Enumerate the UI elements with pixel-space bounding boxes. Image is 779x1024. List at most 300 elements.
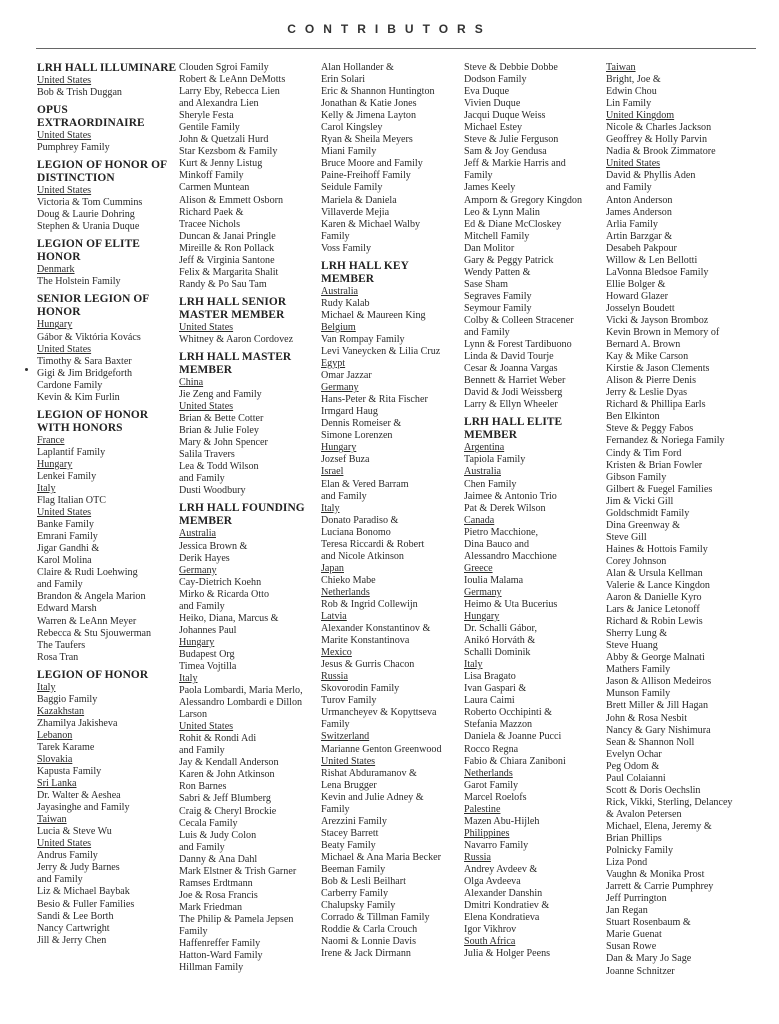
contributor-name: Seymour Family [464, 302, 532, 314]
category-heading: MEMBER [464, 429, 518, 442]
contributors-column-5 [606, 62, 756, 978]
contributor-name: Gábor & Viktória Kovács [37, 331, 141, 343]
contributor-name: Beaty Family [321, 839, 376, 851]
contributor-name: The Holstein Family [37, 276, 121, 288]
contributor-name: and Family [37, 579, 83, 591]
contributor-name: Jacqui Duque Weiss [464, 110, 546, 122]
contributor-name: Jaimee & Antonio Trio [464, 490, 557, 502]
country-label: Russia [321, 671, 348, 683]
contributor-name: Lenkei Family [37, 470, 97, 482]
contributor-name: Richard & Robin Lewis [606, 616, 703, 628]
contributor-name: Lisa Bragato [464, 671, 516, 683]
contributor-name: Bernard A. Brown [606, 339, 681, 351]
contributor-name: Aaron & Danielle Kyro [606, 592, 702, 604]
contributor-name: Marcel Roelofs [464, 791, 527, 803]
country-label: Japan [321, 562, 344, 574]
contributor-name: Cecala Family [179, 817, 238, 829]
contributor-name: Ed & Diane McCloskey [464, 218, 562, 230]
contributor-name: & Avalon Petersen [606, 808, 682, 820]
contributor-name: Carmen Muntean [179, 182, 250, 194]
contributor-name: Anton Anderson [606, 194, 673, 206]
country-label: Netherlands [464, 767, 513, 779]
country-label: Australia [179, 528, 216, 540]
contributor-name: Jayasinghe and Family [37, 802, 130, 814]
country-label: United States [37, 75, 92, 86]
category-heading: LEGION OF HONOR [37, 668, 149, 681]
contributor-name: Naomi & Lonnie Davis [321, 936, 417, 948]
contributor-name: Marite Konstantinova [321, 635, 410, 647]
contributor-name: Gilbert & Fuegel Families [606, 483, 713, 495]
country-label: Hungary [37, 458, 73, 470]
contributor-name: Stacey Barrett [321, 827, 379, 839]
contributor-name: Dr. Walter & Aeshea [37, 790, 121, 802]
country-label: United States [179, 401, 234, 413]
contributor-name: Andrus Family [37, 850, 98, 862]
contributor-name: Dmitri Kondratiev & [464, 900, 550, 912]
contributor-name: Sheryle Festa [179, 110, 234, 122]
contributor-name: James Anderson [606, 206, 672, 218]
contributor-name: Stefania Mazzon [464, 719, 533, 731]
contributors-column-4 [464, 62, 604, 960]
country-label: Germany [464, 586, 502, 598]
contributor-name: Joanne Schnitzer [606, 965, 675, 977]
contributor-name: Corrado & Tillman Family [321, 912, 430, 924]
contributor-name: Colby & Colleen Stracener [464, 314, 574, 326]
contributor-name: Carol Kingsley [321, 122, 383, 134]
contributor-name: Roddie & Carla Crouch [321, 924, 418, 936]
contributor-name: Simone Lorenzen [321, 430, 393, 442]
category-heading: LEGION OF ELITE [37, 238, 140, 251]
contributor-name: Ramses Erdtmann [179, 877, 253, 889]
country-label: Latvia [321, 611, 347, 623]
contributor-name: Rob & Ingrid Collewijn [321, 598, 418, 610]
contributor-name: Bruce Moore and Family [321, 158, 423, 170]
contributor-name: Jozsef Buza [321, 454, 370, 466]
country-label: Denmark [37, 264, 75, 276]
contributor-name: Sase Sham [464, 278, 509, 290]
contributor-name: Steve & Peggy Fabos [606, 423, 694, 435]
contributor-name: Brett Miller & Jill Hagan [606, 700, 709, 712]
contributor-name: Lynn & Forest Tardibuono [464, 339, 572, 351]
contributor-name: Alexander Konstantinov & [321, 623, 431, 635]
contributor-name: Daniela & Joanne Pucci [464, 731, 562, 743]
country-label: Palestine [464, 803, 501, 815]
contributor-name: Flag Italian OTC [37, 495, 106, 507]
contributor-name: Lin Family [606, 98, 652, 110]
contributor-name: Bright, Joe & [606, 74, 661, 86]
country-label: Canada [464, 514, 495, 526]
contributor-name: Brian Phillips [606, 833, 662, 844]
contributor-name: Claire & Rudi Loehwing [37, 567, 138, 579]
contributor-name: Laplantif Family [37, 446, 106, 458]
contributor-name: Paola Lombardi, Maria Merlo, [179, 685, 303, 697]
contributor-name: Jessica Brown & [179, 540, 248, 552]
contributor-name: Clouden Sgroi Family [179, 62, 269, 73]
contributor-name: Artin Barzgar & [606, 230, 673, 242]
contributor-name: Danny & Ana Dahl [179, 853, 258, 865]
contributor-name: Howard Glazer [606, 290, 668, 302]
country-label: United States [179, 321, 234, 333]
contributor-name: Arezzini Family [321, 815, 387, 827]
contributor-name: Jie Zeng and Family [179, 389, 262, 401]
contributor-name: Kevin & Kim Furlin [37, 391, 120, 403]
country-label: France [37, 434, 65, 446]
contributor-name: Dan Molitor [464, 242, 515, 254]
contributor-name: Zhamilya Jakisheva [37, 717, 118, 729]
contributor-name: Kay & Mike Carson [606, 351, 689, 363]
contributor-name: Dodson Family [464, 74, 527, 86]
contributor-name: Skovorodin Family [321, 683, 400, 695]
contributor-name: and Family [179, 600, 225, 612]
contributor-name: Amporn & Gregory Kingdon [464, 194, 583, 206]
contributor-name: Mitchell Family [464, 230, 530, 242]
country-label: Belgium [321, 321, 356, 333]
contributor-name: Mirko & Ricarda Otto [179, 588, 269, 600]
contributor-name: Cesar & Joanna Vargas [464, 363, 558, 375]
contributor-name: Michael Estey [464, 122, 523, 134]
country-label: Italy [37, 681, 56, 693]
contributor-name: Family [321, 230, 350, 242]
contributor-name: Timea Vojtilla [179, 660, 237, 672]
contributor-name: Teresa Riccardi & Robert [321, 538, 425, 550]
contributor-name: Jan Regan [606, 905, 648, 917]
contributor-name: Corey Johnson [606, 555, 667, 567]
contributor-name: Gigi & Jim Bridgeforth [37, 367, 133, 379]
contributor-name: Kurt & Jenny Listug [179, 158, 263, 170]
contributor-name: Turov Family [321, 695, 377, 707]
country-label: Italy [37, 482, 56, 494]
contributor-name: Abby & George Malnati [606, 652, 705, 664]
contributor-name: Alan & Ursula Kellman [606, 567, 703, 579]
contributor-name: Mireille & Ron Pollack [179, 242, 275, 254]
contributor-name: Stuart Rosenbaum & [606, 917, 691, 929]
contributor-name: Chalupsky Family [321, 900, 396, 912]
country-label: United States [179, 721, 234, 733]
contributor-name: Navarro Family [464, 839, 529, 851]
category-heading: MEMBER [179, 363, 233, 376]
contributor-name: Brian & Julie Foley [179, 425, 259, 437]
category-heading: WITH HONORS [37, 421, 123, 434]
margin-dot [25, 368, 28, 371]
contributor-name: Family [179, 926, 208, 937]
contributor-name: Jesus & Gurris Chacon [321, 659, 415, 671]
contributor-name: David & Jodi Weissberg [464, 387, 563, 399]
country-label: Mexico [321, 647, 352, 659]
contributor-name: Edward Marsh [37, 603, 97, 615]
category-heading: HONOR [37, 251, 81, 264]
country-label: Kazakhstan [37, 705, 85, 717]
contributor-name: Tapiola Family [464, 454, 526, 466]
contributor-name: Felix & Margarita Shalit [179, 266, 279, 278]
contributor-name: Stephen & Urania Duque [37, 221, 140, 233]
contributor-name: Randy & Po Sau Tam [179, 278, 267, 290]
contributor-name: Family [321, 719, 350, 731]
contributor-name: Susan Rowe [606, 941, 657, 953]
contributor-name: Gibson Family [606, 471, 667, 483]
contributor-name: Marianne Genton Greenwood [321, 743, 442, 755]
contributor-name: Mariela & Daniela [321, 194, 397, 206]
contributor-name: Duncan & Janai Pringle [179, 230, 276, 242]
contributor-name: Van Rompay Family [321, 333, 405, 345]
contributor-name: John & Quetzali Hurd [179, 134, 269, 146]
country-label: United States [37, 507, 92, 519]
contributor-name: Sam & Joy Gendusa [464, 146, 547, 158]
contributor-name: Hatton-Ward Family [179, 950, 263, 962]
contributor-name: Robert & LeAnn DeMotts [179, 74, 286, 86]
contributor-name: Willow & Len Bellotti [606, 254, 698, 266]
contributor-name: Vivien Duque [464, 98, 521, 110]
contributor-name: Scott & Doris Oechslin [606, 784, 701, 796]
contributor-name: Irmgard Haug [321, 406, 378, 418]
contributor-name: Tracee Nichols [179, 218, 241, 230]
contributor-name: Kirstie & Jason Clements [606, 363, 710, 375]
contributor-name: Jason & Allison Medeiros [606, 676, 712, 688]
contributor-name: Minkoff Family [179, 170, 244, 182]
contributor-name: Vicki & Jayson Bromboz [606, 314, 709, 326]
contributor-name: Jerry & Leslie Dyas [606, 387, 688, 399]
country-label: Switzerland [321, 731, 370, 743]
category-heading: LRH HALL ILLUMINARE [37, 62, 177, 74]
contributor-name: Elena Kondratieva [464, 912, 540, 924]
contributor-name: and Family [464, 327, 510, 339]
contributor-name: Jeff Purrington [606, 893, 667, 905]
contributor-name: Warren & LeAnn Meyer [37, 615, 137, 627]
contributor-name: Ben Elkinton [606, 411, 660, 423]
contributor-name: Brandon & Angela Marion [37, 591, 146, 603]
contributor-name: LaVonna Bledsoe Family [606, 266, 709, 278]
country-label: United States [37, 130, 92, 142]
contributor-name: Alessandro Lombardi e Dillon [179, 697, 303, 709]
contributor-name: Luis & Judy Colon [179, 829, 257, 841]
contributor-name: Pumphrey Family [37, 142, 110, 154]
contributor-name: Kevin and Julie Adney & [321, 791, 424, 803]
contributor-name: Besio & Fuller Families [37, 898, 135, 910]
contributor-name: David & Phyllis Aden [606, 170, 696, 182]
country-label: Hungary [464, 611, 500, 623]
contributor-name: Cardone Family [37, 379, 103, 391]
category-heading: MASTER MEMBER [179, 308, 285, 321]
category-heading: MEMBER [179, 515, 233, 528]
country-label: United States [37, 343, 92, 355]
contributor-name: and Family [179, 473, 225, 485]
contributor-name: and Family [606, 182, 652, 194]
contributor-name: Mazen Abu-Hijleh [464, 815, 540, 827]
contributor-name: Pietro Macchione, [464, 526, 538, 538]
contributor-name: Victoria & Tom Cummins [37, 197, 143, 209]
contributor-name: Dina Bauco and [464, 538, 530, 550]
contributor-name: Kapusta Family [37, 766, 102, 778]
country-label: United Kingdom [606, 110, 675, 122]
country-label: Hungary [321, 442, 357, 454]
contributor-name: Miani Family [321, 146, 377, 158]
contributor-name: Banke Family [37, 519, 94, 531]
contributor-name: Baggio Family [37, 693, 98, 705]
country-label: Israel [321, 466, 344, 478]
contributor-name: Jarrett & Carrie Pumphrey [606, 881, 714, 893]
contributor-name: Haines & Hottois Family [606, 543, 708, 555]
contributor-name: Sabri & Jeff Blumberg [179, 793, 271, 805]
contributor-name: Jeff & Markie Harris and [464, 158, 566, 170]
contributor-name: Steve Gill [606, 531, 647, 543]
category-heading: LRH HALL MASTER [179, 350, 292, 363]
contributor-name: Family [321, 803, 350, 815]
contributor-name: Haffenreffer Family [179, 938, 261, 950]
country-label: United States [37, 838, 92, 850]
contributor-name: Voss Family [321, 242, 372, 254]
contributor-name: Mark Friedman [179, 901, 243, 913]
contributor-name: Nicole & Charles Jackson [606, 122, 712, 134]
category-heading: LRH HALL ELITE [464, 416, 563, 429]
contributor-name: Michael, Elena, Jeremy & [606, 820, 712, 832]
contributor-name: Timothy & Sara Baxter [37, 355, 132, 367]
contributor-name: Rosa Tran [37, 651, 79, 663]
contributor-name: Jeff & Virginia Santone [179, 254, 275, 266]
country-label: Netherlands [321, 586, 370, 598]
contributor-name: Nancy & Gary Nishimura [606, 724, 711, 736]
contributor-name: Karen & Michael Walby [321, 218, 421, 230]
contributor-name: Polnicky Family [606, 845, 674, 857]
contributor-name: Alan Hollander & [321, 62, 394, 73]
contributor-name: Brian & Bette Cotter [179, 413, 264, 425]
contributors-column-2 [179, 62, 319, 974]
country-label: Sri Lanka [37, 778, 77, 790]
country-label: Argentina [464, 442, 505, 454]
country-label: Germany [179, 564, 217, 576]
contributor-name: Andrey Avdeev & [464, 864, 538, 875]
contributor-name: Goldschmidt Family [606, 507, 690, 519]
country-label: Egypt [321, 358, 346, 370]
contributor-name: Eric & Shannon Huntington [321, 86, 435, 98]
contributor-name: Desabeh Pakpour [606, 242, 677, 254]
contributor-name: Pat & Derek Wilson [464, 502, 546, 514]
contributor-name: Fabio & Chiara Zaniboni [464, 755, 566, 767]
contributor-name: Ron Barnes [179, 781, 227, 793]
contributor-name: Steve & Julie Ferguson [464, 134, 559, 146]
contributor-name: and Nicole Atkinson [321, 550, 404, 562]
contributor-name: Marie Guenat [606, 929, 662, 941]
page-header-title: CONTRIBUTORS [287, 22, 492, 36]
category-heading: LRH HALL KEY [321, 259, 409, 272]
contributor-name: Bennett & Harriet Weber [464, 375, 566, 387]
contributor-name: Ivan Gaspari & [464, 683, 527, 695]
contributor-name: Elan & Vered Barram [321, 478, 409, 490]
contributor-name: Ellie Bolger & [606, 278, 666, 290]
contributor-name: Irene & Jack Dirmann [321, 948, 411, 960]
contributor-name: Garot Family [464, 779, 519, 791]
contributor-name: Alison & Pierre Denis [606, 375, 696, 387]
contributor-name: Alison & Emmett Osborn [179, 194, 284, 206]
contributor-name: and Alexandra Lien [179, 98, 259, 110]
contributor-name: Lena Brugger [321, 779, 377, 791]
contributor-name: Sandi & Lee Borth [37, 910, 114, 922]
category-heading: LEGION OF HONOR OF [37, 159, 168, 172]
category-heading: OPUS [37, 104, 68, 117]
country-label: Italy [464, 659, 483, 671]
contributor-name: Munson Family [606, 688, 671, 700]
contributor-name: Hans-Peter & Rita Fischer [321, 394, 428, 406]
contributor-name: Ryan & Sheila Meyers [321, 134, 413, 146]
contributor-name: Ioulia Malama [464, 574, 524, 586]
contributor-name: Anikó Horváth & [464, 635, 536, 647]
contributor-name: Derik Hayes [179, 552, 230, 564]
contributor-name: Joe & Rosa Francis [179, 889, 258, 901]
contributor-name: Dennis Romeiser & [321, 418, 402, 430]
country-label: Italy [179, 673, 198, 685]
contributor-name: Rebecca & Stu Sjouwerman [37, 627, 152, 639]
contributor-name: Peg Odom & [606, 760, 660, 772]
contributor-name: Hillman Family [179, 962, 244, 974]
country-label: Philippines [464, 827, 510, 839]
contributor-name: Michael & Maureen King [321, 309, 426, 321]
contributor-name: Roberto Occhipinti & [464, 707, 553, 719]
contributor-name: Villaverde Mejia [321, 206, 390, 218]
contributor-name: Josselyn Boudett [606, 302, 675, 314]
contributors-column-3 [321, 62, 462, 960]
contributor-name: Arlia Family [606, 218, 658, 230]
contributor-name: Bob & Lesli Beilhart [321, 876, 406, 888]
country-label: United States [321, 755, 376, 767]
country-label: Slovakia [37, 753, 73, 765]
contributor-name: Nancy Cartwright [37, 922, 110, 934]
contributor-name: Bob & Trish Duggan [37, 87, 122, 99]
category-heading: LRH HALL FOUNDING [179, 502, 305, 515]
contributor-name: Vaughn & Monika Prost [606, 869, 705, 881]
contributor-name: Kelly & Jimena Layton [321, 110, 417, 122]
contributor-name: Wendy Patten & [464, 266, 531, 278]
category-heading: EXTRAORDINAIRE [37, 117, 145, 130]
country-label: China [179, 376, 204, 388]
contributor-name: Paul Colaianni [606, 772, 666, 784]
contributor-name: Alexander Danshin [464, 888, 543, 900]
country-label: Australia [464, 466, 501, 478]
contributor-name: Lucia & Steve Wu [37, 826, 112, 838]
contributor-name: Fernandez & Noriega Family [606, 435, 725, 447]
contributor-name: Heimo & Uta Bucerius [464, 598, 558, 610]
contributor-name: Family [464, 170, 493, 182]
contributor-name: Linda & David Tourje [464, 351, 554, 363]
contributor-name: Larry Eby, Rebecca Lien [179, 86, 280, 98]
contributor-name: Dina Greenway & [606, 519, 680, 531]
contributor-name: Eva Duque [464, 86, 510, 98]
contributor-name: Richard & Phillipa Earls [606, 399, 706, 411]
contributor-name: Karol Molina [37, 555, 92, 567]
contributor-name: Cay-Dietrich Koehn [179, 576, 262, 588]
contributor-name: Craig & Cheryl Brockie [179, 805, 277, 817]
country-label: South Africa [464, 936, 516, 948]
country-label: Greece [464, 562, 493, 574]
contributor-name: Omar Jazzar [321, 370, 372, 382]
contributor-name: Michael & Ana Maria Becker [321, 851, 441, 863]
contributor-name: Olga Avdeeva [464, 876, 521, 888]
contributor-name: Doug & Laurie Dohring [37, 209, 135, 221]
contributor-name: Gary & Peggy Patrick [464, 254, 554, 266]
country-label: Hungary [179, 636, 215, 648]
contributor-name: Valerie & Lance Kingdon [606, 580, 710, 592]
contributor-name: Mathers Family [606, 664, 671, 676]
contributor-name: Nadia & Brook Zimmatore [606, 146, 716, 158]
contributor-name: Budapest Org [179, 648, 235, 660]
contributor-name: and Family [37, 874, 83, 886]
country-label: Lebanon [37, 729, 73, 741]
contributor-name: Luciana Bonomo [321, 526, 391, 538]
header-rule [36, 48, 756, 49]
contributor-name: Mary & John Spencer [179, 437, 268, 449]
contributor-name: and Family [179, 841, 225, 853]
contributor-name: Liz & Michael Baybak [37, 886, 130, 898]
contributor-name: Lea & Todd Wilson [179, 461, 259, 473]
contributor-name: Karen & John Atkinson [179, 769, 275, 781]
country-label: Hungary [37, 319, 73, 331]
